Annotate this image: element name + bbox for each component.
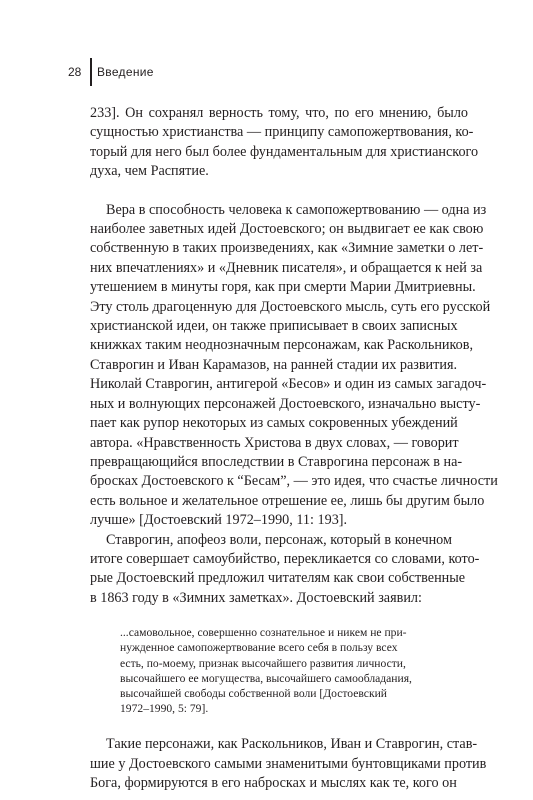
text-line: сущностью христианства — принципу самопожертвования, ко- bbox=[90, 124, 474, 141]
text-line: шие у Достоевского самыми знаменитыми бунтовщиками против bbox=[90, 755, 487, 772]
text-line: нужденное самопожертвование всего себя в пользу всех bbox=[120, 641, 398, 655]
text-line: рые Достоевский предложил читателям как свои собственные bbox=[90, 570, 466, 587]
text-line: Ставрогин, апофеоз воли, персонаж, который в конечном bbox=[106, 531, 452, 548]
page-number: 28 bbox=[68, 65, 82, 79]
text-line: Такие персонажи, как Раскольников, Иван и Ставрогин, став- bbox=[106, 736, 478, 753]
paragraph-gap bbox=[90, 182, 468, 201]
text-line: Бога, формируются в его набросках и мыслях как те, кого он bbox=[90, 775, 457, 792]
text-line: собственную в таких произведениях, как «Зимние заметки о лет- bbox=[90, 240, 484, 257]
text-line: утешением в минуты горя, как при смерти Марии Дмитриевны. bbox=[90, 279, 476, 296]
text-line: превращающийся впоследствии в Ставрогина персонаж в на- bbox=[90, 453, 463, 470]
paragraph-self-sacrifice bbox=[90, 201, 498, 531]
paragraph-gap bbox=[90, 716, 468, 735]
page-body bbox=[90, 104, 498, 794]
text-line: ных и волнующих персонажей Достоевского, изначально высту- bbox=[90, 395, 481, 412]
text-line: ...самовольное, совершенно сознательное и никем не при- bbox=[120, 626, 407, 640]
text-line: христианской идеи, он также приписывает в своих записных bbox=[90, 318, 458, 335]
text-line: бросках Достоевского к “Бесам”, — это идея, что счастье личности bbox=[90, 473, 498, 490]
text-line: есть, по-моему, признак высочайшего развития личности, bbox=[120, 656, 406, 670]
text-line: Вера в способность человека к самопожертвованию — одна из bbox=[106, 201, 487, 218]
text-line: итоге совершает самоубийство, перекликается со словами, кото- bbox=[90, 550, 480, 567]
block-quote-text bbox=[120, 625, 468, 716]
text-line: автора. «Нравственность Христова в двух словах, — говорит bbox=[90, 434, 459, 451]
text-line: книжках таким неоднозначным персонажам, как Раскольников, bbox=[90, 337, 474, 354]
text-line: духа, чем Распятие. bbox=[90, 163, 209, 180]
text-line: 233]. Он сохранял верность тому, что, по его мнению, было bbox=[90, 105, 468, 121]
text-line: есть вольное и желательное отрешение ее, лишь бы другим было bbox=[90, 492, 485, 509]
paragraph-stavrogin bbox=[90, 531, 480, 609]
block-quote bbox=[90, 625, 468, 716]
text-line: пает как рупор некоторых из самых сокровенных убеждений bbox=[90, 415, 458, 432]
text-line: торый для него был более фундаментальным для христианского bbox=[90, 143, 479, 160]
text-line: 1972–1990, 5: 79]. bbox=[120, 702, 209, 716]
text-line: лучше» [Достоевский 1972–1990, 11: 193]. bbox=[90, 512, 348, 529]
text-line: высочайшей свободы собственной воли [Достоевский bbox=[120, 686, 387, 700]
text-line: Эту столь драгоценную для Достоевского мысль, суть его русской bbox=[90, 298, 491, 315]
text-line: в 1863 году в «Зимних заметках». Достоевский заявил: bbox=[90, 589, 422, 606]
header-divider bbox=[90, 58, 92, 86]
text-line: наиболее заветных идей Достоевского; он выдвигает ее как свою bbox=[90, 221, 484, 238]
text-line: Николай Ставрогин, антигерой «Бесов» и один из самых загадоч- bbox=[90, 376, 487, 393]
text-line: Ставрогин и Иван Карамазов, на ранней стадии их развития. bbox=[90, 356, 458, 373]
running-header-title: Введение bbox=[97, 65, 154, 79]
paragraph-continuation bbox=[90, 104, 479, 182]
text-line: них впечатлениях» и «Дневник писателя», и обращается к ней за bbox=[90, 259, 483, 276]
text-line: высочайшего ее могущества, высочайшего самообладания, bbox=[120, 671, 412, 685]
paragraph-rebels bbox=[90, 735, 487, 793]
